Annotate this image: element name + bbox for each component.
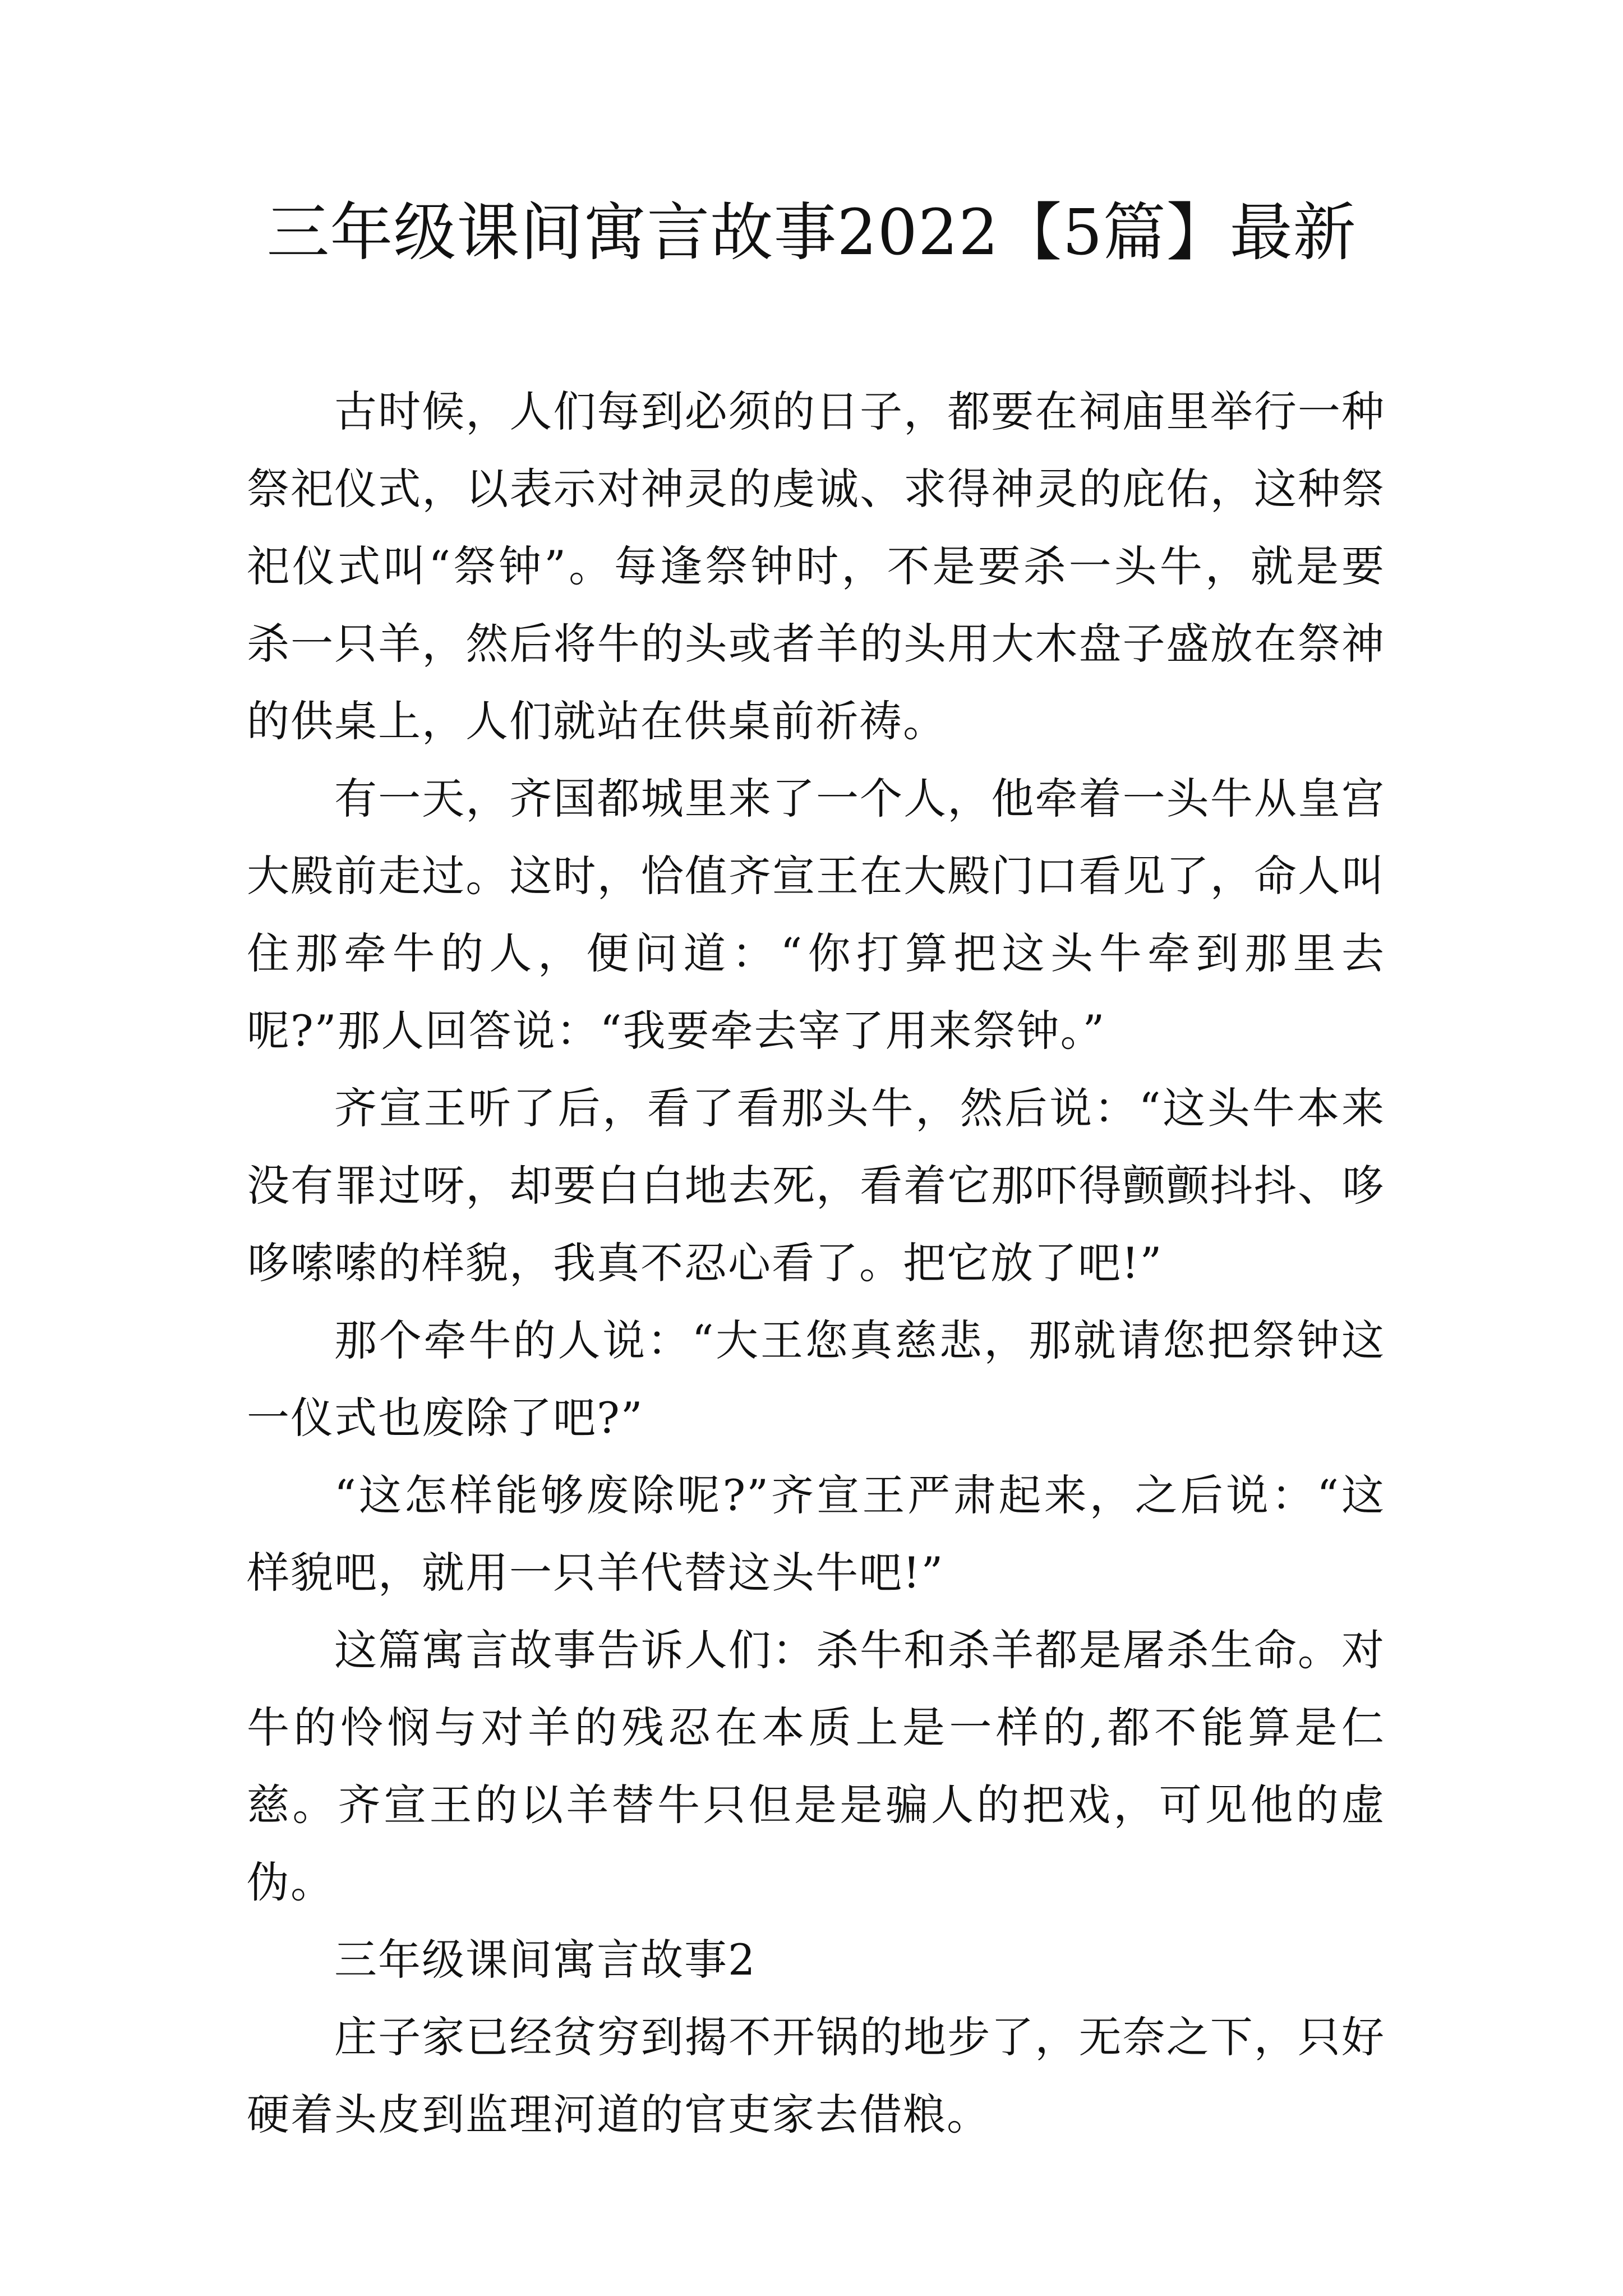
paragraph: “这怎样能够废除呢?”齐宣王严肃起来，之后说：“这样貌吧，就用一只羊代替这头牛吧!” [247,1470,1385,1598]
section-heading: 三年级课间寓言故事2 [334,1935,757,1985]
paragraph: 古时候，人们每到必须的日子，都要在祠庙里举行一种祭祀仪式，以表示对神灵的虔诚、求得神灵的庇佑，这种祭祀仪式叫“祭钟”。每逢祭钟时，不是要杀一头牛，就是要杀一只羊，然后将牛的头或者羊的头用大木盘子盛放在祭神的供桌上，人们就站在供桌前祈祷。 [247,386,1385,746]
paragraph: 庄子家已经贫穷到揭不开锅的地步了，无奈之下，只好硬着头皮到监理河道的官吏家去借粮。 [247,2012,1385,2139]
paragraph: 有一天，齐国都城里来了一个人，他牵着一头牛从皇宫大殿前走过。这时，恰值齐宣王在大殿门口看见了，命人叫住那牵牛的人，便问道：“你打算把这头牛牵到那里去呢?”那人回答说：“我要牵去宰了用来祭钟。” [247,774,1385,1056]
paragraph: 那个牵牛的人说：“大王您真慈悲，那就请您把祭钟这一仪式也废除了吧?” [247,1315,1385,1443]
document-title: 三年级课间寓言故事2022【5篇】最新 [266,196,1357,269]
paragraph: 齐宣王听了后，看了看那头牛，然后说：“这头牛本来没有罪过呀，却要白白地去死，看着它那吓得颤颤抖抖、哆哆嗦嗦的样貌，我真不忍心看了。把它放了吧!” [247,1083,1385,1288]
document-body [247,373,1385,2154]
paragraph: 这篇寓言故事告诉人们：杀牛和杀羊都是屠杀生命。对牛的怜悯与对羊的残忍在本质上是一样的,都不能算是仁慈。齐宣王的以羊替牛只但是是骗人的把戏，可见他的虚伪。 [247,1625,1385,1907]
